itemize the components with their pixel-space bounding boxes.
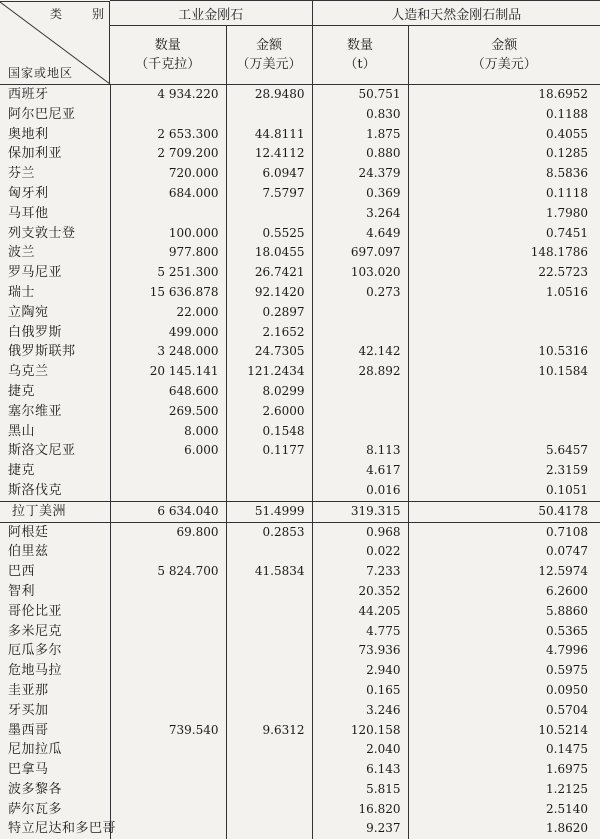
table-row (0, 125, 600, 145)
cell-products-quantity: 0.880 (312, 144, 408, 164)
cell-industrial-quantity: 5 251.300 (110, 263, 226, 283)
cell-products-amount: 0.1285 (408, 144, 600, 164)
cell-products-quantity: 4.649 (312, 224, 408, 244)
cell-industrial-quantity: 6.000 (110, 441, 226, 461)
cell-products-amount: 0.7451 (408, 224, 600, 244)
table-row (0, 224, 600, 244)
country-name: 保加利亚 (0, 144, 110, 164)
cell-products-amount: 0.0747 (408, 542, 600, 562)
cell-products-amount: 5.6457 (408, 441, 600, 461)
country-name: 特立尼达和多巴哥 (0, 819, 110, 839)
cell-industrial-amount (226, 681, 312, 701)
table-row (0, 204, 600, 224)
cell-products-amount: 1.7980 (408, 204, 600, 224)
cell-products-amount: 1.2125 (408, 780, 600, 800)
cell-products-amount: 6.2600 (408, 582, 600, 602)
cell-industrial-quantity: 5 824.700 (110, 562, 226, 582)
cell-products-amount: 0.7108 (408, 522, 600, 542)
cell-products-amount: 0.1188 (408, 105, 600, 125)
cell-industrial-amount: 2.6000 (226, 402, 312, 422)
table-row (0, 184, 600, 204)
cell-industrial-quantity (110, 582, 226, 602)
country-name: 马耳他 (0, 204, 110, 224)
table-row (0, 780, 600, 800)
cell-industrial-amount (226, 622, 312, 642)
group-industrial-diamond: 工业金刚石 (110, 1, 312, 26)
cell-industrial-amount (226, 661, 312, 681)
country-name: 萨尔瓦多 (0, 800, 110, 820)
cell-industrial-quantity: 2 709.200 (110, 144, 226, 164)
cell-industrial-amount: 9.6312 (226, 721, 312, 741)
table-row (0, 622, 600, 642)
country-name: 捷克 (0, 461, 110, 481)
cell-products-amount: 8.5836 (408, 164, 600, 184)
cell-products-quantity: 3.264 (312, 204, 408, 224)
cell-products-amount: 1.8620 (408, 819, 600, 839)
cell-industrial-quantity (110, 204, 226, 224)
cell-products-quantity (312, 402, 408, 422)
cell-products-amount: 2.5140 (408, 800, 600, 820)
table-row (0, 602, 600, 622)
cell-industrial-quantity (110, 780, 226, 800)
cell-products-quantity: 103.020 (312, 263, 408, 283)
cell-products-amount (408, 303, 600, 323)
cell-industrial-amount: 0.1548 (226, 422, 312, 442)
cell-industrial-quantity (110, 819, 226, 839)
cell-industrial-amount: 18.0455 (226, 243, 312, 263)
cell-industrial-quantity: 100.000 (110, 224, 226, 244)
country-name: 哥伦比亚 (0, 602, 110, 622)
cell-products-amount: 0.1051 (408, 481, 600, 501)
cell-industrial-amount (226, 204, 312, 224)
cell-industrial-amount: 92.1420 (226, 283, 312, 303)
table-row (0, 641, 600, 661)
country-name: 伯里兹 (0, 542, 110, 562)
cell-industrial-quantity (110, 740, 226, 760)
cell-industrial-amount: 12.4112 (226, 144, 312, 164)
country-name: 智利 (0, 582, 110, 602)
cell-industrial-quantity (110, 481, 226, 501)
cell-products-amount: 0.4055 (408, 125, 600, 145)
cell-industrial-quantity: 269.500 (110, 402, 226, 422)
cell-products-quantity: 0.830 (312, 105, 408, 125)
country-name: 阿根廷 (0, 522, 110, 542)
cell-products-quantity: 20.352 (312, 582, 408, 602)
cell-industrial-amount: 0.1177 (226, 441, 312, 461)
table-row (0, 542, 600, 562)
table-row (0, 441, 600, 461)
table-row (0, 481, 600, 501)
cell-products-quantity: 2.940 (312, 661, 408, 681)
cell-industrial-amount: 28.9480 (226, 85, 312, 105)
cell-industrial-amount (226, 780, 312, 800)
cell-industrial-amount (226, 481, 312, 501)
cell-products-quantity: 0.022 (312, 542, 408, 562)
cell-products-quantity: 697.097 (312, 243, 408, 263)
cell-industrial-quantity: 684.000 (110, 184, 226, 204)
cell-industrial-quantity (110, 542, 226, 562)
cell-products-quantity (312, 422, 408, 442)
table-row (0, 461, 600, 481)
cell-industrial-amount (226, 701, 312, 721)
table-row (0, 760, 600, 780)
country-name: 巴拿马 (0, 760, 110, 780)
cell-products-quantity: 0.165 (312, 681, 408, 701)
table-row (0, 721, 600, 741)
cell-products-quantity: 44.205 (312, 602, 408, 622)
table-row (0, 800, 600, 820)
cell-industrial-quantity: 977.800 (110, 243, 226, 263)
cell-products-quantity: 3.246 (312, 701, 408, 721)
cell-industrial-quantity: 2 653.300 (110, 125, 226, 145)
cell-products-quantity (312, 323, 408, 343)
country-name: 厄瓜多尔 (0, 641, 110, 661)
country-name: 奥地利 (0, 125, 110, 145)
cell-industrial-quantity: 15 636.878 (110, 283, 226, 303)
table-row (0, 303, 600, 323)
cell-industrial-amount (226, 740, 312, 760)
table-row (0, 522, 600, 542)
country-name: 瑞士 (0, 283, 110, 303)
country-name: 阿尔巴尼亚 (0, 105, 110, 125)
cell-products-amount: 10.5214 (408, 721, 600, 741)
table-row (0, 382, 600, 402)
country-name: 斯洛文尼亚 (0, 441, 110, 461)
cell-industrial-amount: 24.7305 (226, 342, 312, 362)
cell-products-quantity: 0.273 (312, 283, 408, 303)
cell-industrial-amount: 0.2853 (226, 522, 312, 542)
cell-products-quantity: 5.815 (312, 780, 408, 800)
cell-industrial-amount (226, 760, 312, 780)
cell-products-amount: 22.5723 (408, 263, 600, 283)
cell-industrial-amount: 26.7421 (226, 263, 312, 283)
country-name: 西班牙 (0, 85, 110, 105)
section-row (0, 501, 600, 522)
table-row (0, 144, 600, 164)
country-name: 斯洛伐克 (0, 481, 110, 501)
cell-products-amount: 2.3159 (408, 461, 600, 481)
country-name: 芬兰 (0, 164, 110, 184)
country-name: 危地马拉 (0, 661, 110, 681)
cell-industrial-quantity: 648.600 (110, 382, 226, 402)
cell-products-quantity: 50.751 (312, 85, 408, 105)
table-row (0, 562, 600, 582)
cell-industrial-quantity (110, 105, 226, 125)
country-name: 牙买加 (0, 701, 110, 721)
country-name: 匈牙利 (0, 184, 110, 204)
cell-products-amount: 0.5704 (408, 701, 600, 721)
table-row (0, 263, 600, 283)
cell-industrial-amount (226, 105, 312, 125)
table-row (0, 661, 600, 681)
cell-products-quantity: 9.237 (312, 819, 408, 839)
cell-products-amount: 0.5975 (408, 661, 600, 681)
cell-products-amount: 0.0950 (408, 681, 600, 701)
header-corner (0, 1, 110, 85)
cell-industrial-amount: 8.0299 (226, 382, 312, 402)
cell-industrial-quantity: 69.800 (110, 522, 226, 542)
country-name: 乌克兰 (0, 362, 110, 382)
subheader-amount-2: 金额 （万美元） (408, 26, 600, 85)
cell-industrial-quantity (110, 641, 226, 661)
cell-industrial-quantity (110, 701, 226, 721)
cell-industrial-quantity: 499.000 (110, 323, 226, 343)
cell-industrial-quantity: 22.000 (110, 303, 226, 323)
table-row (0, 819, 600, 839)
table-row (0, 105, 600, 125)
cell-products-amount: 5.8860 (408, 602, 600, 622)
table-row (0, 283, 600, 303)
cell-industrial-quantity: 6 634.040 (110, 501, 226, 522)
cell-industrial-quantity: 8.000 (110, 422, 226, 442)
cell-products-quantity: 4.775 (312, 622, 408, 642)
table-body (0, 85, 600, 839)
cell-products-amount (408, 422, 600, 442)
cell-products-quantity: 120.158 (312, 721, 408, 741)
cell-industrial-amount (226, 641, 312, 661)
country-name: 捷克 (0, 382, 110, 402)
cell-industrial-amount: 121.2434 (226, 362, 312, 382)
cell-products-quantity: 1.875 (312, 125, 408, 145)
table-row (0, 740, 600, 760)
cell-industrial-quantity (110, 681, 226, 701)
cell-products-amount: 4.7996 (408, 641, 600, 661)
group-diamond-products: 人造和天然金刚石制品 (312, 1, 600, 26)
cell-products-amount: 12.5974 (408, 562, 600, 582)
cell-industrial-amount: 51.4999 (226, 501, 312, 522)
table-row (0, 681, 600, 701)
subheader-amount-1: 金额 （万美元） (226, 26, 312, 85)
country-name: 黑山 (0, 422, 110, 442)
country-name: 列支敦士登 (0, 224, 110, 244)
cell-products-quantity (312, 382, 408, 402)
cell-products-quantity: 0.968 (312, 522, 408, 542)
cell-products-quantity: 319.315 (312, 501, 408, 522)
cell-industrial-amount (226, 582, 312, 602)
cell-products-amount: 148.1786 (408, 243, 600, 263)
subheader-quantity-t: 数量 （t） (312, 26, 408, 85)
country-name: 罗马尼亚 (0, 263, 110, 283)
cell-industrial-amount: 41.5834 (226, 562, 312, 582)
country-name: 圭亚那 (0, 681, 110, 701)
subheader-quantity-kct: 数量 （千克拉） (110, 26, 226, 85)
table-row (0, 362, 600, 382)
cell-products-amount: 0.1118 (408, 184, 600, 204)
cell-products-quantity: 8.113 (312, 441, 408, 461)
region-label: 国家或地区 (8, 64, 73, 81)
cell-industrial-quantity (110, 661, 226, 681)
cell-products-quantity: 6.143 (312, 760, 408, 780)
table-row (0, 402, 600, 422)
cell-industrial-quantity: 720.000 (110, 164, 226, 184)
table-row (0, 164, 600, 184)
country-name: 拉丁美洲 (0, 501, 110, 522)
cell-products-amount (408, 402, 600, 422)
cell-products-quantity: 4.617 (312, 461, 408, 481)
table-row (0, 243, 600, 263)
cell-products-amount: 0.5365 (408, 622, 600, 642)
cell-products-quantity: 0.369 (312, 184, 408, 204)
cell-industrial-amount (226, 542, 312, 562)
cell-industrial-quantity (110, 622, 226, 642)
cell-products-quantity: 2.040 (312, 740, 408, 760)
cell-products-quantity: 16.820 (312, 800, 408, 820)
country-name: 塞尔维亚 (0, 402, 110, 422)
cell-industrial-quantity: 20 145.141 (110, 362, 226, 382)
cell-industrial-quantity: 739.540 (110, 721, 226, 741)
cell-products-quantity (312, 303, 408, 323)
country-name: 尼加拉瓜 (0, 740, 110, 760)
table-row (0, 342, 600, 362)
cell-products-amount: 0.1475 (408, 740, 600, 760)
cell-products-amount: 1.6975 (408, 760, 600, 780)
cell-industrial-amount (226, 819, 312, 839)
cell-products-amount: 10.5316 (408, 342, 600, 362)
cell-industrial-amount: 2.1652 (226, 323, 312, 343)
cell-industrial-amount: 6.0947 (226, 164, 312, 184)
table-row (0, 582, 600, 602)
cell-products-quantity: 24.379 (312, 164, 408, 184)
cell-industrial-quantity: 3 248.000 (110, 342, 226, 362)
cell-products-quantity: 7.233 (312, 562, 408, 582)
table-row (0, 422, 600, 442)
cell-products-amount: 50.4178 (408, 501, 600, 522)
cell-industrial-quantity (110, 461, 226, 481)
cell-products-amount (408, 382, 600, 402)
cell-industrial-amount (226, 461, 312, 481)
cell-products-amount: 18.6952 (408, 85, 600, 105)
table-row (0, 85, 600, 105)
cell-industrial-amount (226, 800, 312, 820)
country-name: 俄罗斯联邦 (0, 342, 110, 362)
category-label: 类别 (50, 5, 134, 22)
cell-products-amount (408, 323, 600, 343)
cell-industrial-quantity: 4 934.220 (110, 85, 226, 105)
cell-industrial-quantity (110, 760, 226, 780)
cell-products-quantity: 0.016 (312, 481, 408, 501)
country-name: 白俄罗斯 (0, 323, 110, 343)
cell-industrial-quantity (110, 800, 226, 820)
table-row (0, 323, 600, 343)
table-row (0, 701, 600, 721)
country-name: 波多黎各 (0, 780, 110, 800)
cell-products-amount: 1.0516 (408, 283, 600, 303)
cell-industrial-amount (226, 602, 312, 622)
country-name: 巴西 (0, 562, 110, 582)
country-name: 墨西哥 (0, 721, 110, 741)
cell-products-quantity: 28.892 (312, 362, 408, 382)
cell-industrial-amount: 44.8111 (226, 125, 312, 145)
cell-industrial-amount: 0.5525 (226, 224, 312, 244)
country-name: 波兰 (0, 243, 110, 263)
cell-industrial-amount: 7.5797 (226, 184, 312, 204)
cell-industrial-amount: 0.2897 (226, 303, 312, 323)
cell-industrial-quantity (110, 602, 226, 622)
cell-products-quantity: 42.142 (312, 342, 408, 362)
country-name: 多米尼克 (0, 622, 110, 642)
country-name: 立陶宛 (0, 303, 110, 323)
cell-products-quantity: 73.936 (312, 641, 408, 661)
cell-products-amount: 10.1584 (408, 362, 600, 382)
